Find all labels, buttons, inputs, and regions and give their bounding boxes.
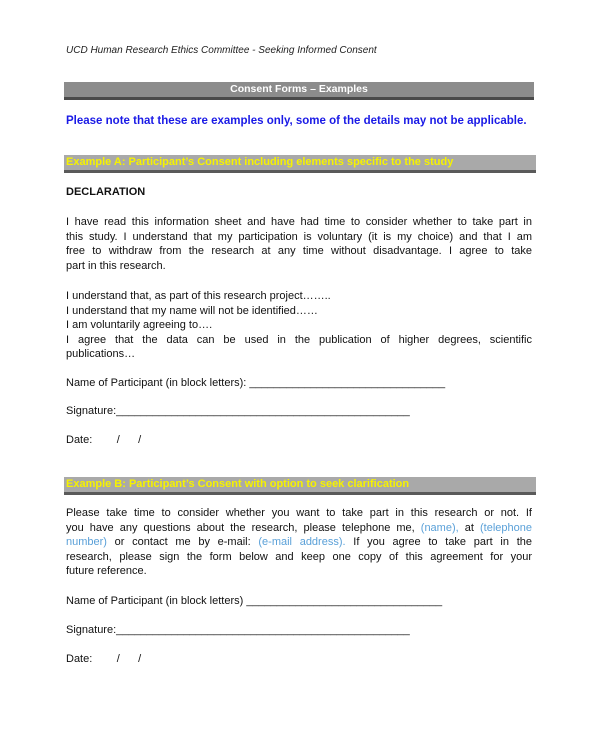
example-a-date-field[interactable]: Date: / /: [66, 434, 142, 446]
statement-line: publications…: [66, 348, 136, 361]
paragraph-text: If you agree to take part in the: [345, 536, 532, 549]
telephone-placeholder-link[interactable]: (telephone: [479, 521, 532, 534]
paragraph-line: this study. I understand that my participation is voluntary (it is my choice) and that I am: [66, 230, 532, 243]
paragraph-line: [66, 521, 532, 536]
statement-line: I am voluntarily agreeing to….: [66, 319, 213, 332]
example-b-heading: Example B: Participant’s Consent with option to seek clarification: [64, 477, 536, 495]
examples-note: Please note that these are examples only, some of the details may not be applicable.: [66, 115, 527, 127]
example-a-name-field[interactable]: Name of Participant (in block letters): ________________________________: [66, 377, 446, 389]
paragraph-line: free to withdraw from the research at any time without disadvantage. I agree to take: [66, 245, 532, 258]
paragraph-text: or contact me by e-mail:: [106, 536, 259, 549]
statement-line: I understand that, as part of this research project……..: [66, 290, 331, 302]
paragraph-text: at: [458, 521, 480, 534]
example-a-statements: [66, 289, 532, 362]
statement-line: I understand that my name will not be identified……: [66, 304, 318, 317]
section-title-bar: Consent Forms – Examples: [64, 82, 534, 100]
example-b-paragraph: [66, 506, 532, 579]
example-a-paragraph: [66, 215, 532, 273]
example-b-signature-field[interactable]: Signature:________________________________________________: [66, 624, 410, 636]
paragraph-line: Please take time to consider whether you want to take part in this research or not. If: [66, 507, 532, 519]
running-header: UCD Human Research Ethics Committee - Seeking Informed Consent: [66, 45, 377, 56]
email-placeholder-link[interactable]: (e-mail address).: [258, 536, 346, 549]
statement-line: I agree that the data can be used in the publication of higher degrees, scientific: [66, 333, 532, 346]
example-b-name-field[interactable]: Name of Participant (in block letters) ________________________________: [66, 595, 443, 607]
paragraph-line: future reference.: [66, 565, 147, 578]
paragraph-line: research, please sign the form below and keep one copy of this agreement for your: [66, 550, 532, 563]
paragraph-text: you have any questions about the research, please telephone me,: [66, 521, 421, 534]
declaration-label: DECLARATION: [66, 186, 146, 198]
example-b-date-field[interactable]: Date: / /: [66, 653, 142, 665]
telephone-placeholder-link-cont[interactable]: number): [66, 536, 107, 549]
paragraph-line: [66, 535, 532, 550]
example-a-heading: Example A: Participant’s Consent including elements specific to the study: [64, 155, 536, 173]
name-placeholder-link[interactable]: (name),: [420, 521, 459, 534]
example-a-signature-field[interactable]: Signature:________________________________________________: [66, 405, 410, 417]
paragraph-line: I have read this information sheet and have had time to consider whether to take part in: [66, 216, 532, 228]
paragraph-line: part in this research.: [66, 259, 166, 272]
